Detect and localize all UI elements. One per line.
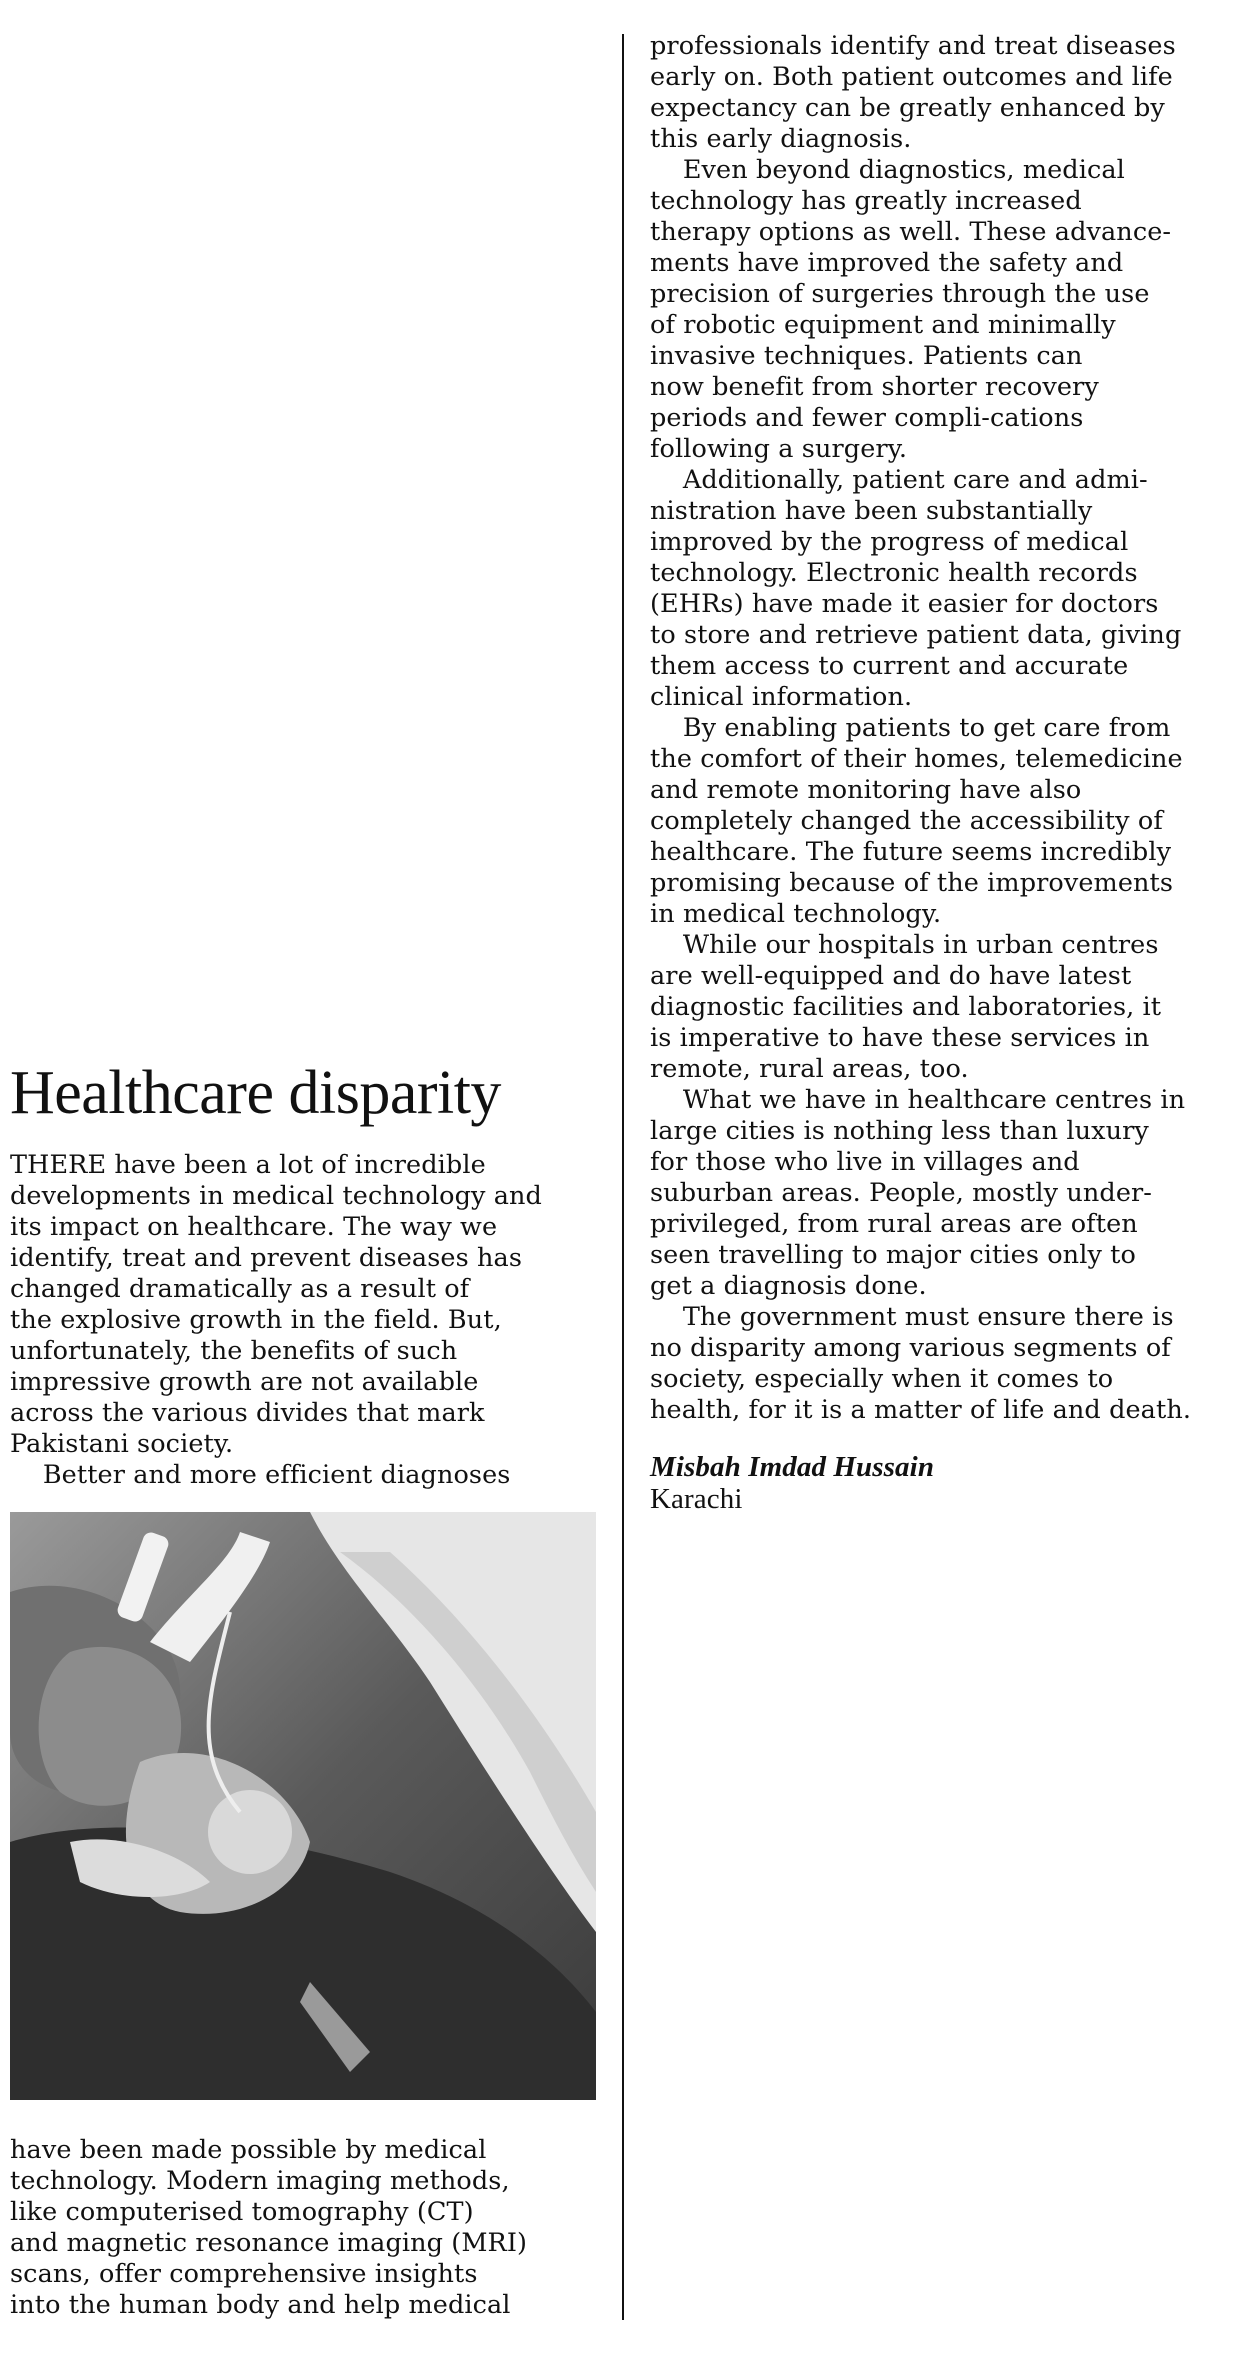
text-line: remote, rural areas, too.: [650, 1054, 969, 1084]
signature-place: Karachi: [650, 1483, 743, 1515]
text-line: health, for it is a matter of life and death.: [650, 1395, 1192, 1425]
text-line: diagnostic facilities and laboratories, it: [650, 992, 1162, 1022]
text-line: seen travelling to major cities only to: [650, 1240, 1136, 1270]
text-line: in medical technology.: [650, 899, 942, 929]
text-line: technology. Electronic health records: [650, 558, 1138, 588]
text-line: its impact on healthcare. The way we: [10, 1212, 498, 1242]
text-line: following a surgery.: [650, 434, 908, 464]
text-line: nistration have been substantially: [650, 496, 1093, 526]
text-line: unfortunately, the benefits of such: [10, 1336, 458, 1366]
text-line: Additionally, patient care and admi-: [650, 465, 1148, 495]
text-line: therapy options as well. These advance-: [650, 217, 1172, 247]
text-line: changed dramatically as a result of: [10, 1274, 470, 1304]
text-line: them access to current and accurate: [650, 651, 1129, 681]
text-line: What we have in healthcare centres in: [650, 1085, 1186, 1115]
text-line: Better and more efficient diagnoses: [10, 1460, 511, 1490]
text-line: technology. Modern imaging methods,: [10, 2166, 510, 2196]
text-line: While our hospitals in urban centres: [650, 930, 1159, 960]
text-line: society, especially when it comes to: [650, 1364, 1114, 1394]
text-line: (EHRs) have made it easier for doctors: [650, 589, 1159, 619]
text-line: get a diagnosis done.: [650, 1271, 927, 1301]
text-line: have been made possible by medical: [10, 2135, 487, 2165]
text-line: clinical information.: [650, 682, 913, 712]
text-line: into the human body and help medical: [10, 2290, 511, 2320]
text-line: invasive techniques. Patients can: [650, 341, 1083, 371]
text-line: impressive growth are not available: [10, 1367, 479, 1397]
text-line: precision of surgeries through the use: [650, 279, 1150, 309]
article-title: Healthcare disparity: [10, 1059, 501, 1127]
text-line: improved by the progress of medical: [650, 527, 1129, 557]
photo-image: [10, 1512, 596, 2100]
text-line: this early diagnosis.: [650, 124, 912, 154]
text-line: of robotic equipment and minimally: [650, 310, 1116, 340]
text-line: no disparity among various segments of: [650, 1333, 1171, 1363]
signature-name: Misbah Imdad Hussain: [650, 1451, 935, 1483]
text-line: promising because of the improvements: [650, 868, 1174, 898]
text-line: The government must ensure there is: [650, 1302, 1174, 1332]
text-line: identify, treat and prevent diseases has: [10, 1243, 523, 1273]
text-line: professionals identify and treat diseases: [650, 31, 1176, 61]
text-line: large cities is nothing less than luxury: [650, 1116, 1149, 1146]
text-line: across the various divides that mark: [10, 1398, 485, 1428]
text-line: THERE have been a lot of incredible: [10, 1150, 486, 1180]
text-line: and remote monitoring have also: [650, 775, 1082, 805]
text-line: now benefit from shorter recovery: [650, 372, 1099, 402]
text-line: is imperative to have these services in: [650, 1023, 1150, 1053]
text-line: privileged, from rural areas are often: [650, 1209, 1138, 1239]
text-line: expectancy can be greatly enhanced by: [650, 93, 1165, 123]
text-line: developments in medical technology and: [10, 1181, 542, 1211]
text-line: technology has greatly increased: [650, 186, 1082, 216]
text-line: the comfort of their homes, telemedicine: [650, 744, 1183, 774]
column-divider: [622, 34, 624, 2320]
text-line: suburban areas. People, mostly under-: [650, 1178, 1153, 1208]
text-line: early on. Both patient outcomes and life: [650, 62, 1173, 92]
article-photo: [10, 1512, 596, 2100]
text-line: periods and fewer compli-cations: [650, 403, 1084, 433]
text-line: completely changed the accessibility of: [650, 806, 1163, 836]
text-line: Even beyond diagnostics, medical: [650, 155, 1125, 185]
text-line: for those who live in villages and: [650, 1147, 1080, 1177]
text-line: healthcare. The future seems incredibly: [650, 837, 1172, 867]
text-line: By enabling patients to get care from: [650, 713, 1171, 743]
text-line: Pakistani society.: [10, 1429, 234, 1459]
text-line: like computerised tomography (CT): [10, 2197, 474, 2227]
text-line: the explosive growth in the field. But,: [10, 1305, 502, 1335]
text-line: scans, offer comprehensive insights: [10, 2259, 478, 2289]
text-line: are well-equipped and do have latest: [650, 961, 1132, 991]
text-line: to store and retrieve patient data, giving: [650, 620, 1182, 650]
text-line: and magnetic resonance imaging (MRI): [10, 2228, 528, 2258]
text-line: ments have improved the safety and: [650, 248, 1124, 278]
